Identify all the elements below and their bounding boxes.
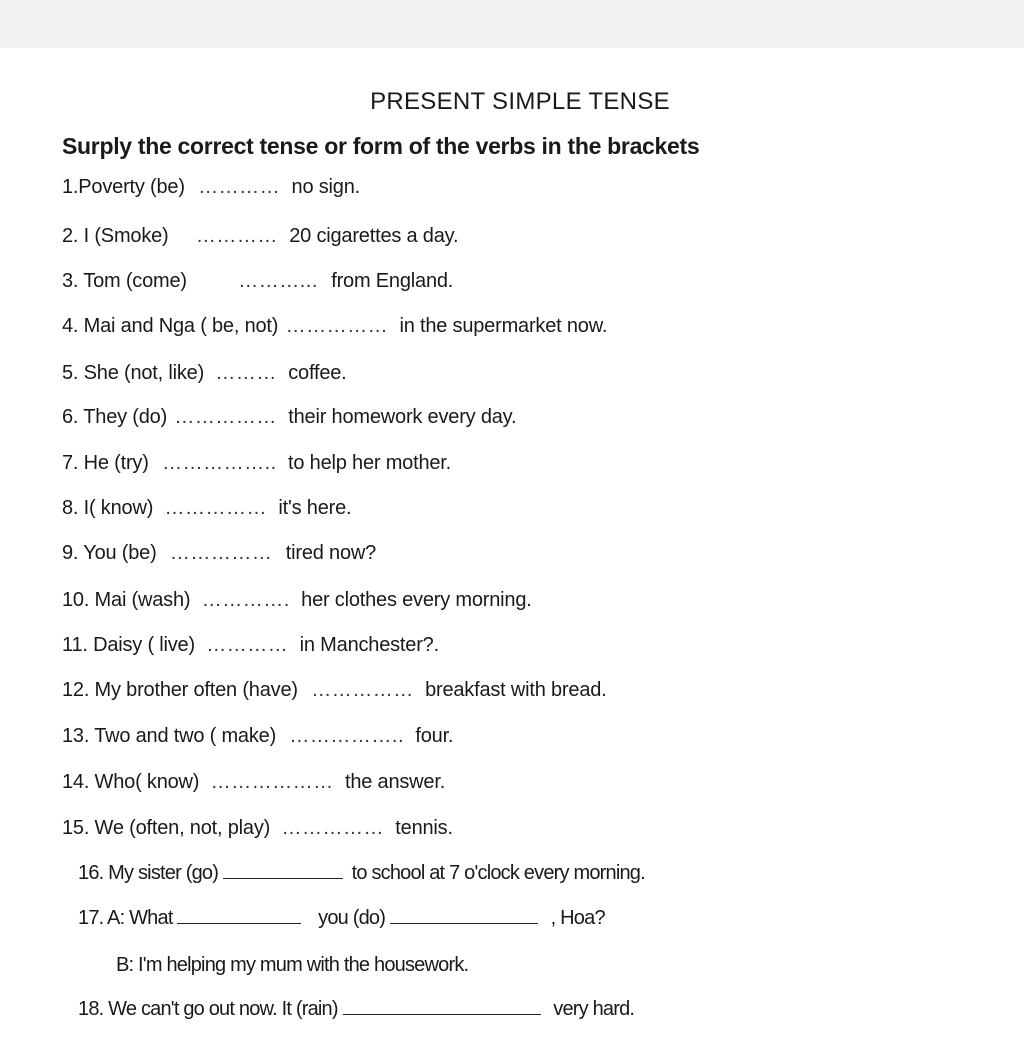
exercise-item: 12. My brother often (have) …………… breakfast with bread. bbox=[62, 679, 607, 701]
exercise-item-16: 16. My sister (go) to school at 7 o'clock every morning. bbox=[78, 862, 645, 884]
exercise-item: 11. Daisy ( live) ………… in Manchester?. bbox=[62, 634, 439, 656]
exercise-item: 7. He (try) …………….. to help her mother. bbox=[62, 452, 452, 474]
exercise-item: 3. Tom (come) ………... from England. bbox=[62, 270, 454, 292]
exercise-item: 10. Mai (wash) …………. her clothes every morning. bbox=[62, 589, 532, 611]
exercise-item: 1.Poverty (be) ………… no sign. bbox=[62, 176, 360, 198]
exercise-item-18: 18. We can't go out now. It (rain) very hard. bbox=[78, 998, 635, 1020]
exercise-item: 2. I (Smoke) ………… 20 cigarettes a day. bbox=[62, 225, 459, 247]
answer-blank bbox=[177, 922, 301, 924]
exercise-item: 6. They (do) …………… their homework every day. bbox=[62, 406, 517, 428]
answer-blank bbox=[343, 1013, 541, 1015]
exercise-item: 8. I( know) …………… it's here. bbox=[62, 497, 352, 519]
exercise-item: 14. Who( know) ……………… the answer. bbox=[62, 771, 446, 793]
exercise-item-17: 17. A: What you (do) , Hoa? bbox=[78, 907, 605, 929]
answer-blank bbox=[223, 877, 343, 879]
answer-blank bbox=[390, 922, 538, 924]
exercise-item: 4. Mai and Nga ( be, not) …………… in the supermarket now. bbox=[62, 315, 608, 337]
exercise-item: 9. You (be) …………… tired now? bbox=[62, 542, 377, 564]
exercise-item: 5. She (not, like) ……… coffee. bbox=[62, 362, 347, 384]
exercise-item: 13. Two and two ( make) …………….. four. bbox=[62, 725, 454, 747]
worksheet-instruction: Surply the correct tense or form of the verbs in the brackets bbox=[62, 133, 700, 159]
top-bar bbox=[0, 0, 1024, 48]
exercise-item: 15. We (often, not, play) …………… tennis. bbox=[62, 817, 453, 839]
exercise-item-17-b: B: I'm helping my mum with the housework. bbox=[116, 954, 469, 976]
worksheet-title: PRESENT SIMPLE TENSE bbox=[370, 88, 670, 115]
